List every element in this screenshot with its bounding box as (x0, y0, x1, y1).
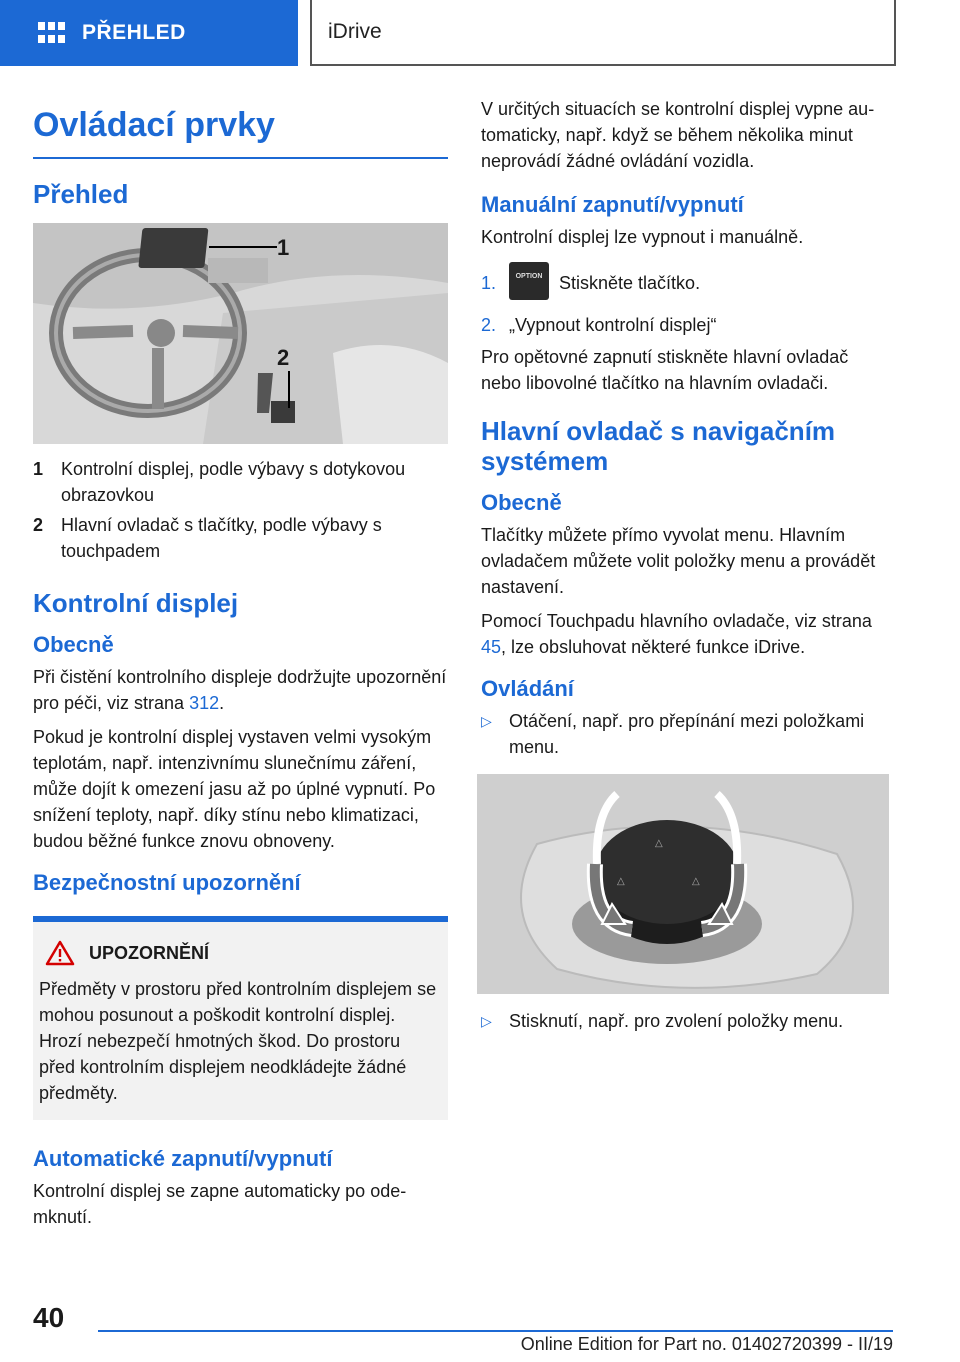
callout-1: 1 (277, 235, 290, 260)
care-text-end: . (219, 693, 225, 713)
warning-triangle-icon (45, 940, 75, 966)
top-navigation (0, 0, 960, 66)
heading-prehled: Přehled (33, 179, 129, 209)
svg-text:△: △ (655, 838, 663, 849)
bullet-text: Otáčení, např. pro přepínání mezi položkami menu. (509, 711, 865, 757)
manual-paragraph: Kontrolní displej lze vypnout i manuálně. (481, 227, 804, 247)
heading-ovladani: Ovládání (481, 676, 574, 701)
heading-kontrolni-displej: Kontrolní displej (33, 588, 239, 618)
controller-illustration (477, 774, 889, 994)
left-column (33, 96, 448, 1238)
legend-item (33, 512, 448, 564)
operation-list-2 (481, 1008, 893, 1034)
buttons-paragraph: Tlačítky můžete přímo vyvolat menu. Hlavním ovladačem můžete volit položky menu a provádět nastavení. (481, 525, 876, 597)
svg-text:△: △ (692, 876, 700, 887)
warning-title: UPOZORNĚNÍ (89, 942, 210, 963)
bullet-item (481, 1008, 893, 1034)
legend-item (33, 456, 448, 508)
care-text: Při čistění kontrolního displeje dodržujte upozornění pro péči, viz strana (33, 667, 447, 713)
temperature-paragraph: Pokud je kontrolní displej vystaven velmi vysokým teplotám, např. intenzivnímu slunečnímu záření, může dojít k omezení jasu až po úplné vypnutí. Po snížení teploty, např. díky stínu nebo klimatizaci, budou běžné funkce znovu obnoveny. (33, 727, 436, 851)
legend-text: Hlavní ovladač s tlačítky, podle výbavy s touchpadem (61, 515, 382, 561)
footer-divider (98, 1330, 893, 1332)
bullet-text: Stisknutí, např. pro zvolení položky menu. (509, 1011, 844, 1031)
bullet-item (481, 708, 893, 760)
warning-text: Předměty v prostoru před kontrolním displejem se mohou posunout a poškodit kontrolní displej. Hrozí nebezpečí hmotných škod. Do prostoru před kontrolním displejem neodkládejte žádné předměty. (39, 979, 437, 1103)
tab-prehled-label: PŘEHLED (82, 21, 186, 44)
grid-icon (38, 22, 66, 44)
operation-list (481, 708, 893, 760)
callout-2: 2 (277, 345, 290, 370)
tab-prehled[interactable] (0, 0, 298, 66)
warning-header (39, 940, 438, 966)
care-paragraph (33, 664, 448, 716)
step-item (481, 270, 893, 308)
touchpad-paragraph (481, 608, 893, 660)
heading-hlavni-ovladac: Hlavní ovladač s navigačním systémem (481, 416, 836, 476)
page-title: Ovládací prvky (33, 96, 448, 159)
heading-obecne-right: Obecně (481, 490, 562, 515)
controller-figure (477, 774, 889, 994)
page-link-45[interactable]: 45 (481, 637, 502, 657)
auto-paragraph: Kontrolní displej se zapne automaticky po odemknutí. (33, 1181, 407, 1227)
legend-text: Kontrolní displej, podle výbavy s dotykovou obrazovkou (61, 459, 406, 505)
legend-number: 2 (33, 515, 44, 535)
heading-auto-onoff: Automatické zapnutí/vypnutí (33, 1146, 333, 1171)
right-column (481, 96, 893, 1042)
touchpad-text-end: , lze obsluhovat některé funkce iDrive. (501, 637, 806, 657)
reactivate-paragraph: Pro opětovné zapnutí stiskněte hlavní ovladač nebo libovolné tlačítko na hlavním ovladači. (481, 347, 849, 393)
step-item (481, 312, 893, 338)
callout-lines (33, 223, 448, 444)
step-number: 1. (481, 273, 497, 293)
svg-text:△: △ (617, 876, 625, 887)
bullet-triangle-icon: ▷ (481, 1013, 492, 1029)
step-text: Stiskněte tlačítko. (559, 273, 701, 293)
legend-number: 1 (33, 459, 44, 479)
heading-manual-onoff: Manuální zapnutí/vypnutí (481, 192, 744, 217)
dashboard-figure (33, 223, 448, 444)
heading-bezpecnost: Bezpečnostní upozornění (33, 870, 301, 895)
touchpad-text: Pomocí Touchpadu hlavního ovladače, viz strana (481, 611, 872, 631)
footer-edition: Online Edition for Part no. 01402720399 - II/19 (520, 1334, 893, 1354)
tab-idrive-label: iDrive (328, 20, 382, 43)
steps-list (481, 270, 893, 338)
bullet-triangle-icon: ▷ (481, 713, 492, 729)
step-text: „Vypnout kontrolní displej“ (509, 315, 717, 335)
tab-idrive[interactable] (310, 0, 896, 66)
auto-off-paragraph: V určitých situacích se kontrolní displej vypne automaticky, např. když se během několika minut neprovádí žádné ovládání vozidla. (481, 99, 875, 171)
figure-legend (33, 456, 448, 564)
heading-obecne: Obecně (33, 632, 114, 657)
option-button-icon: OPTION (509, 262, 549, 300)
warning-box (33, 916, 448, 1120)
page-link-312[interactable]: 312 (189, 693, 220, 713)
step-number: 2. (481, 315, 497, 335)
page-number: 40 (33, 1302, 65, 1333)
